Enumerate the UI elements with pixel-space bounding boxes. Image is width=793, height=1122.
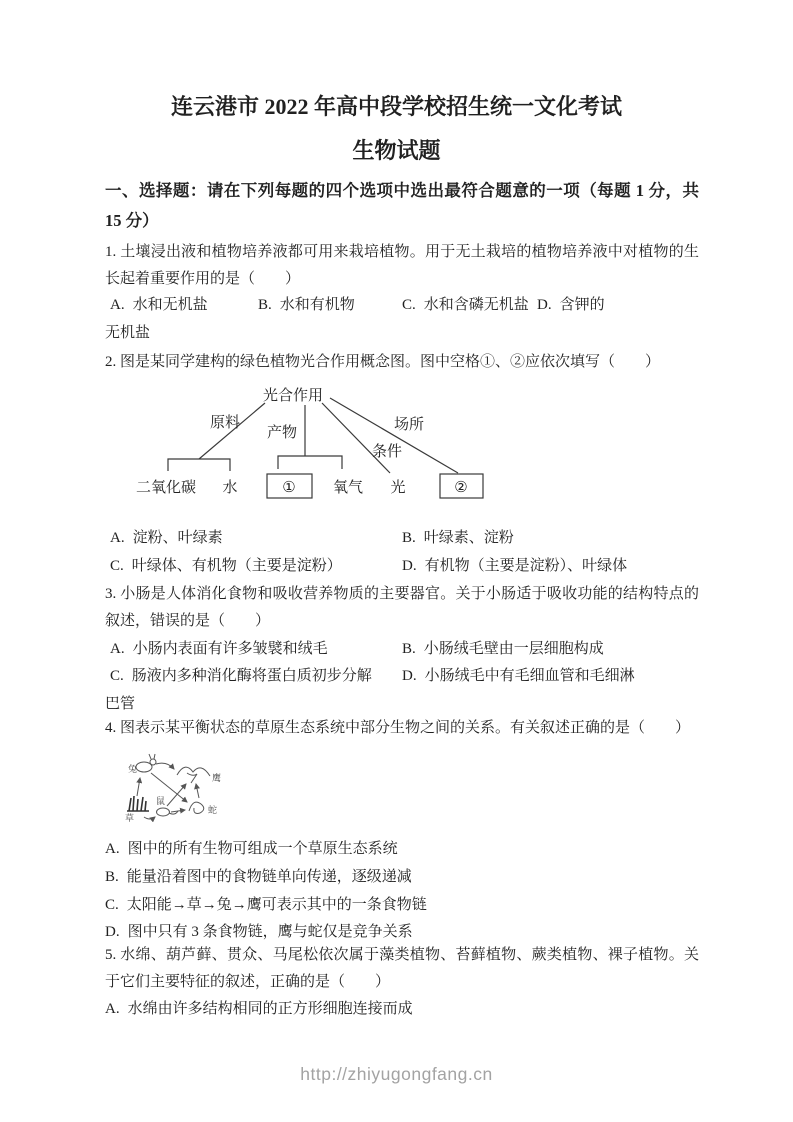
option-d — [537, 293, 605, 314]
option-d-text: 图中只有 3 条食物链，鹰与蛇仅是竞争关系 — [127, 924, 413, 940]
option-a — [110, 526, 223, 547]
option-a-text: 淀粉、叶绿素 — [132, 530, 223, 546]
option-c — [110, 554, 342, 575]
option-d-label: D. — [105, 924, 120, 940]
option-b-text: 能量沿着图中的食物链单向传递，逐级递减 — [126, 869, 412, 885]
question-3-options-row-1 — [105, 637, 793, 664]
question-4-option-c — [105, 892, 765, 919]
option-c — [402, 293, 529, 314]
mouse-sketch — [157, 808, 170, 816]
option-c-label: C. — [110, 558, 124, 574]
option-c-label: C. — [402, 297, 416, 313]
node-carbon-dioxide: 二氧化碳 — [135, 480, 197, 496]
question-1-option-d-wrap: 无机盐 — [105, 325, 151, 341]
option-b — [258, 293, 355, 314]
edge-label-product: 产物 — [266, 425, 298, 441]
edge-label-condition: 条件 — [371, 444, 403, 460]
rabbit-sketch — [136, 762, 152, 772]
node-oxygen: 氧气 — [332, 480, 364, 496]
option-a-text: 水绵由许多结构相同的正方形细胞连接而成 — [127, 1001, 413, 1017]
question-1-options — [105, 293, 793, 320]
option-d-label: D. — [402, 668, 417, 684]
option-a-label: A. — [110, 297, 125, 313]
page-title: 连云港市 2022 年高中段学校招生统一文化考试 — [170, 94, 622, 119]
option-b-label: B. — [402, 641, 416, 657]
option-b-text: 水和有机物 — [279, 297, 355, 313]
food-web-image — [117, 751, 235, 829]
option-a-label: A. — [105, 841, 120, 857]
question-4-option-b — [105, 864, 765, 891]
question-2-options-row-2 — [105, 554, 793, 581]
question-1-text: 1. 土壤浸出液和植物培养液都可用来栽培植物。用于无土栽培的植物培养液中对植物的生长起着重要作用的是（ ） — [105, 244, 699, 287]
option-c-label: C. — [105, 897, 119, 913]
node-light: 光 — [390, 480, 406, 496]
option-b — [402, 526, 514, 547]
option-d-text: 有机物（主要是淀粉）、叶绿体 — [424, 558, 628, 574]
section-header: 一、选择题：请在下列每题的四个选项中选出最符合题意的一项（每题 1 分，共 15 分） — [105, 181, 699, 230]
option-a-text: 水和无机盐 — [132, 297, 208, 313]
option-a-text: 图中的所有生物可组成一个草原生态系统 — [127, 841, 398, 857]
edge-label-raw-material: 原料 — [209, 415, 241, 431]
option-c-text: 叶绿体、有机物（主要是淀粉） — [131, 558, 342, 574]
option-b-label: B. — [402, 530, 416, 546]
question-2-text: 2. 图是某同学建构的绿色植物光合作用概念图。图中空格①、②应依次填写（ ） — [105, 354, 661, 370]
option-b-text: 叶绿素、淀粉 — [423, 530, 514, 546]
option-d-text: 含钾的 — [559, 297, 605, 313]
page-subtitle: 生物试题 — [352, 138, 441, 163]
node-water: 水 — [222, 480, 238, 496]
option-c — [110, 664, 372, 685]
photosynthesis-concept-map — [120, 381, 500, 509]
option-b-label: B. — [258, 297, 272, 313]
question-2-options-row-1 — [105, 526, 793, 553]
option-a — [110, 293, 208, 314]
option-b-text: 小肠绒毛壁由一层细胞构成 — [423, 641, 604, 657]
option-d-text: 小肠绒毛中有毛细血管和毛细淋 — [424, 668, 635, 684]
option-a-label: A. — [105, 1001, 120, 1017]
option-d-label: D. — [537, 297, 552, 313]
food-web-label-eagle: 鹰 — [212, 773, 222, 783]
option-a-label: A. — [110, 530, 125, 546]
question-5-option-a — [105, 996, 765, 1023]
node-blank-1: ① — [282, 480, 296, 496]
option-b — [402, 637, 604, 658]
question-3-text: 3. 小肠是人体消化食物和吸收营养物质的主要器官。关于小肠适于吸收功能的结构特点的叙述，错误的是（ ） — [105, 586, 699, 629]
question-4-text: 4. 图表示某平衡状态的草原生态系统中部分生物之间的关系。有关叙述正确的是（ ） — [105, 720, 691, 736]
option-c-text: 水和含磷无机盐 — [423, 297, 529, 313]
food-web-label-snake: 蛇 — [208, 805, 218, 815]
option-a-text: 小肠内表面有许多皱襞和绒毛 — [132, 641, 328, 657]
node-photosynthesis: 光合作用 — [262, 388, 324, 404]
option-c-text: 太阳能→草→兔→鹰可表示其中的一条食物链 — [126, 897, 427, 913]
option-d — [402, 664, 635, 685]
eagle-sketch — [177, 767, 210, 776]
node-blank-2: ② — [454, 480, 468, 496]
option-a — [110, 637, 328, 658]
question-3-option-d-wrap: 巴管 — [105, 696, 136, 712]
food-web-label-grass: 草 — [125, 813, 135, 823]
grass-sketch — [127, 796, 149, 811]
food-web-label-rabbit: 兔 — [128, 764, 138, 774]
question-5-text: 5. 水绵、葫芦藓、贯众、马尾松依次属于藻类植物、苔藓植物、蕨类植物、裸子植物。关于它们主要特征的叙述，正确的是（ ） — [105, 947, 699, 990]
edge-label-site: 场所 — [393, 417, 425, 433]
question-4-option-a — [105, 836, 765, 863]
snake-sketch — [189, 802, 204, 813]
watermark-url: http://zhiyugongfang.cn — [300, 1064, 493, 1084]
option-d — [402, 554, 627, 575]
option-b-label: B. — [105, 869, 119, 885]
question-3-options-row-2 — [105, 664, 793, 691]
option-c-text: 肠液内多种消化酶将蛋白质初步分解 — [131, 668, 372, 684]
food-web-label-mouse: 鼠 — [156, 796, 166, 806]
option-d-label: D. — [402, 558, 417, 574]
option-c-label: C. — [110, 668, 124, 684]
option-a-label: A. — [110, 641, 125, 657]
